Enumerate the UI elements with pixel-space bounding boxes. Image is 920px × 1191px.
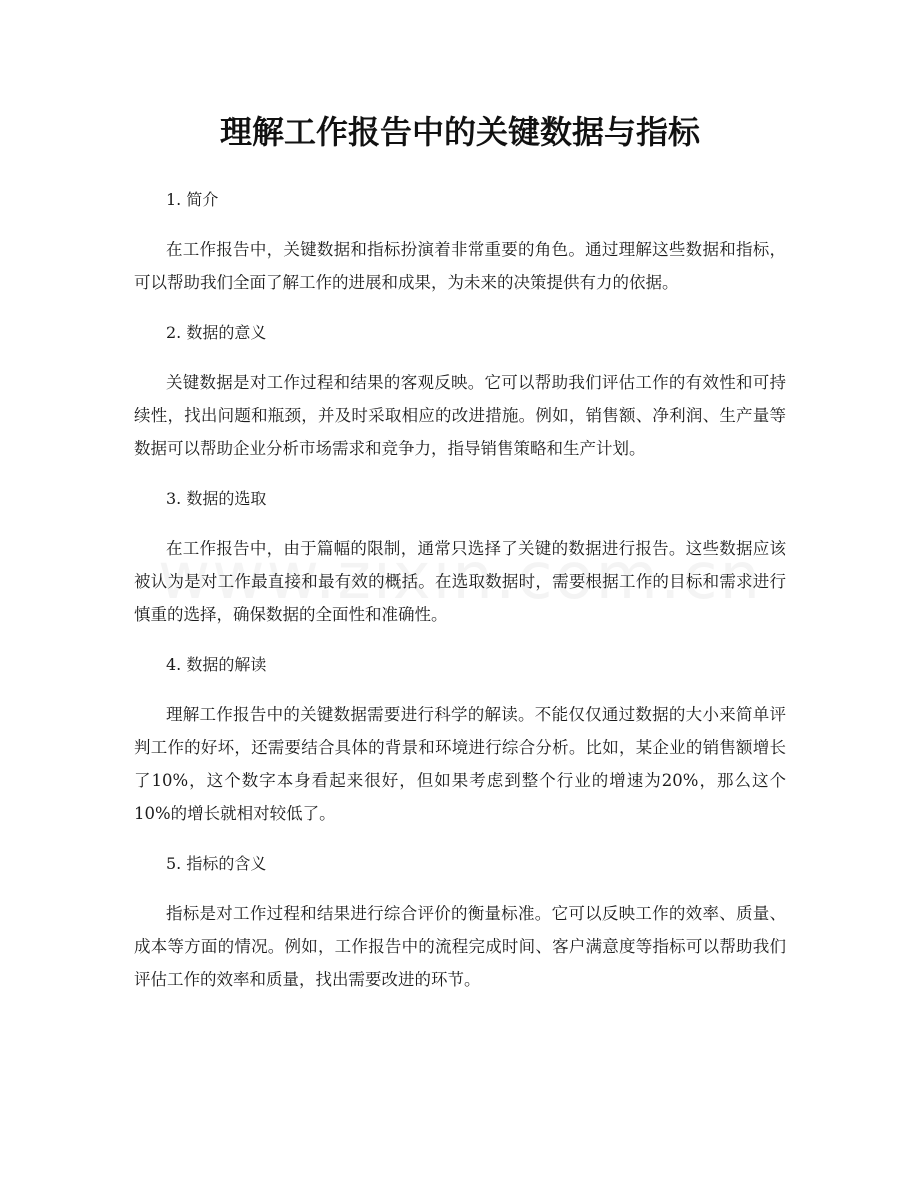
section-heading: 4. 数据的解读 bbox=[166, 655, 267, 674]
section-heading: 3. 数据的选取 bbox=[166, 489, 267, 508]
section-paragraph: 在工作报告中，关键数据和指标扮演着非常重要的角色。通过理解这些数据和指标，可以帮助我们全面了解工作的进展和成果，为未来的决策提供有力的依据。 bbox=[134, 240, 786, 292]
section-heading: 1. 简介 bbox=[166, 190, 219, 209]
section-data-selection bbox=[134, 483, 786, 631]
section-paragraph: 指标是对工作过程和结果进行综合评价的衡量标准。它可以反映工作的效率、质量、成本等方面的情况。例如，工作报告中的流程完成时间、客户满意度等指标可以帮助我们评估工作的效率和质量，找出需要改进的环节。 bbox=[134, 904, 786, 989]
document-title: 理解工作报告中的关键数据与指标 bbox=[219, 113, 700, 151]
section-introduction bbox=[134, 184, 786, 299]
section-paragraph: 理解工作报告中的关键数据需要进行科学的解读。不能仅仅通过数据的大小来简单评判工作的好坏，还需要结合具体的背景和环境进行综合分析。比如，某企业的销售额增长了10%，这个数字本身看起来很好，但如果考虑到整个行业的增速为20%，那么这个10%的增长就相对较低了。 bbox=[134, 705, 786, 823]
section-indicator-meaning bbox=[134, 848, 786, 996]
section-heading: 2. 数据的意义 bbox=[166, 323, 267, 342]
section-paragraph: 在工作报告中，由于篇幅的限制，通常只选择了关键的数据进行报告。这些数据应该被认为是对工作最直接和最有效的概括。在选取数据时，需要根据工作的目标和需求进行慎重的选择，确保数据的全面性和准确性。 bbox=[134, 539, 786, 624]
section-data-meaning bbox=[134, 317, 786, 465]
section-paragraph: 关键数据是对工作过程和结果的客观反映。它可以帮助我们评估工作的有效性和可持续性，找出问题和瓶颈，并及时采取相应的改进措施。例如，销售额、净利润、生产量等数据可以帮助企业分析市场需求和竞争力，指导销售策略和生产计划。 bbox=[134, 373, 786, 458]
section-heading: 5. 指标的含义 bbox=[166, 854, 267, 873]
section-data-interpretation bbox=[134, 649, 786, 830]
document-body bbox=[134, 184, 786, 1014]
